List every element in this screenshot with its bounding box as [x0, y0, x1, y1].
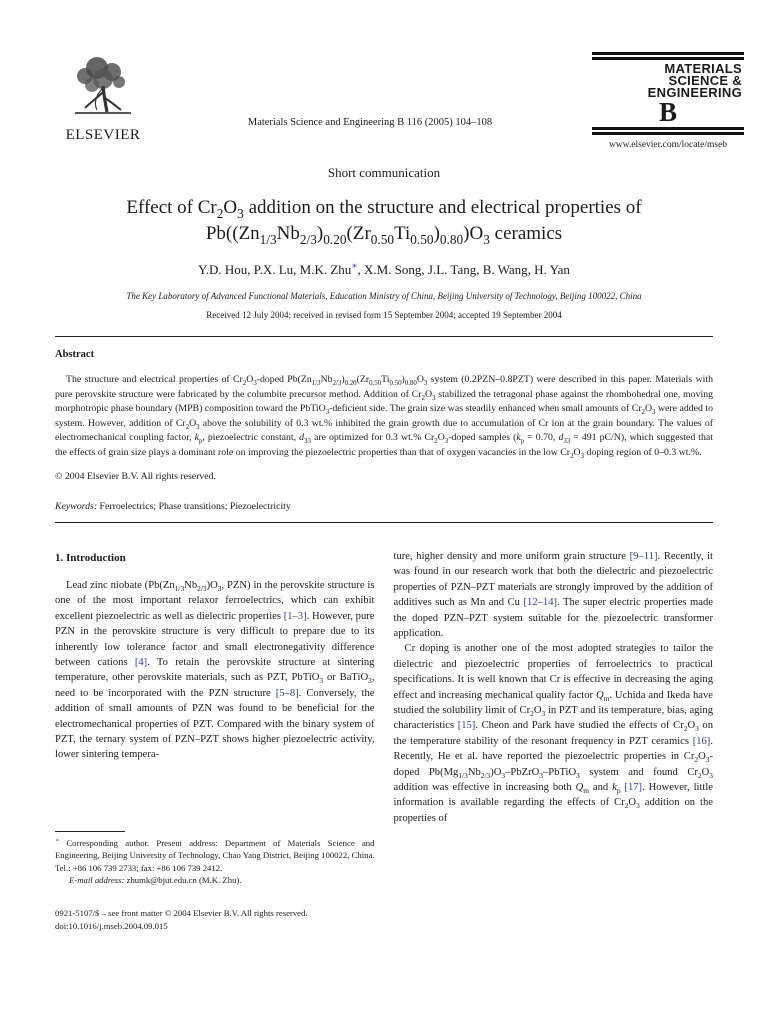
elsevier-tree-icon: [58, 52, 148, 126]
introduction-paragraph-1: Lead zinc niobate ($Pb(Zn_{1/3}Nb_{2/3})O_3$, PZN) in the perovskite structure is one of the most important relaxor ferroelectrics, which can exhibit excellent piezoelectric as well as dielectric properties [1–3]. However, pure PZN in the perovskite structure is very difficult to prepare due to its inherently low tolerance factor and small electronegativity difference between cations [4]. To retain the perovskite structure at sintering temperature, other perovskite materials, such as PZT, PbTiO$_3$ or BaTiO$_3$, need to be incorporated with the PZN structure [5–8]. Conversely, the addition of small amounts of PZN was found to be beneficial for the electromechanical properties of PZT. Compared with the binary system of PZT, the ternary system of PZN–PZT shows higher piezoelectric activity, lower sintering tempera-: [55, 579, 375, 761]
abstract-top-rule: [55, 336, 713, 337]
issn-front-matter-line: 0921-5107/$ – see front matter © 2004 Elsevier B.V. All rights reserved.: [55, 907, 308, 918]
right-column: [394, 549, 714, 933]
keywords-label: Keywords:: [55, 500, 98, 512]
journal-logo-top-rules: [592, 52, 744, 60]
introduction-paragraph-2: Cr doping is another one of the most adopted strategies to tailor the dielectric and piezoelectric properties of ferroelectrics to practical specifications. It is well known that Cr is effective in decreasing the aging effect and increasing mechanical quality factor $Q_m$. Uchida and Ikeda have studied the solubility limit of $Cr_2O_3$ in PZT and its temperature, bias, aging characteristics [15]. Cheon and Park have studied the effects of $Cr_2O_3$ on the temperature stability of the resonant frequency in PZT ceramics [16]. Recently, He et al. have reported the piezoelectric properties in $Cr_2O_3$-doped $Pb(Mg_{1/3}Nb_{2/3})O_3-PbZrO_3-PbTiO_3$ system and found $Cr_2O_3$ addition was effective in increasing both $Q_m$ and $k_p$ [17]. However, little information is available regarding the effects of $Cr_2O_3$ addition on the properties of: [393, 643, 714, 824]
footnote-rule: [55, 831, 125, 832]
journal-logo-title: [592, 60, 744, 99]
page-header: [58, 52, 744, 148]
journal-logo-line3: ENGINEERING: [647, 85, 742, 100]
keywords-value: Ferroelectrics; Phase transitions; Piezoelectricity: [99, 500, 291, 512]
abstract-bottom-rule: [55, 522, 713, 523]
affiliation-line: The Key Laboratory of Advanced Functional Materials, Education Ministry of China, Beijing University of Technology, Beijing 100022, China: [126, 291, 642, 301]
article-title: Effect of $Cr_2O_3$ addition on the structure and electrical properties of $Pb((Zn_{1/3}Nb_{2/3})_{0.20}(Zr_{0.50}Ti_{0.50})_{0.80})O_3$ ceramics: [126, 197, 642, 247]
journal-logo-letter-b: B: [658, 97, 677, 127]
copyright-line: © 2004 Elsevier B.V. All rights reserved.: [55, 471, 216, 483]
journal-url-link[interactable]: www.elsevier.com/locate/mseb: [608, 140, 728, 150]
page-footer: [55, 907, 375, 933]
introduction-paragraph-1-continued: ture, higher density and more uniform grain structure [9–11]. Recently, it was found in our research work that both the dielectric and piezoelectric properties of PZN–PZT materials are strongly improved by the addition of additives such as Mn and Cu [12–14]. The super electric properties made the doped PZN–PZT system suitable for the piezoelectric transformer application.: [393, 550, 713, 639]
author-list: Y.D. Hou, P.X. Lu, M.K. Zhu∗, X.M. Song, J.L. Tang, B. Wang, H. Yan: [198, 260, 570, 277]
article-history-line: Received 12 July 2004; received in revised form 15 September 2004; accepted 19 September 2004: [206, 310, 562, 320]
journal-citation: Materials Science and Engineering B 116 (2005) 104–108: [247, 117, 493, 128]
elsevier-logo: [58, 52, 148, 148]
journal-logo-bottom-rules: [592, 127, 744, 135]
journal-logo-line1: MATERIALS: [664, 61, 742, 76]
abstract-text: The structure and electrical properties of $Cr_2O_3$-doped $Pb(Zn_{1/3}Nb_{2/3})_{0.20}(Zr_{0.50}Ti_{0.50})_{0.80}O_3$ system (0.2PZN–0.8PZT) were described in this paper. Materials with pure perovskite structure were fabricated by the columbite precursor method. Addition of $Cr_2O_3$ stabilized the tetragonal phase against the rhombohedral one, moving morphotropic phase boundary (MPB) composition toward the PbTiO$_3$-deficient side. The grain size was steadily enhanced when small amounts of $Cr_2O_3$ were added to system. However, addition of $Cr_2O_3$ above the solubility of 0.3 wt.% inhibited the grain growth due to accumulation of Cr ion at the grain boundary. The values of electromechanical coupling factor, $k_p$, piezoelectric constant, $d_{33}$ are optimized for 0.3 wt.% $Cr_2O_3$-doped samples ($k_p = 0.70$, $d_{33} = 491$ pC/N), which suggested that the effects of grain size plays a dominant role on improving the piezoelectric properties than that of oxygen vacancies in the low $Cr_2O_3$ doping region of 0–0.3 wt.%.: [55, 374, 713, 460]
page-body: [55, 336, 713, 933]
article-type-label: Short communication: [327, 165, 441, 180]
keywords-line: [55, 501, 713, 512]
footnote-block: [55, 831, 375, 933]
corresponding-author-note: ∗ Corresponding author. Present address: Department of Materials Science and Engineering, Beijing University of Technology, Chao Yang District, Beijing 100022, China. Tel.: +86 106 739 2733; fax: +86 106 739 2412.: [55, 837, 375, 873]
introduction-heading: 1. Introduction: [55, 551, 126, 564]
elsevier-wordmark: ELSEVIER: [65, 127, 141, 143]
abstract-heading: Abstract: [55, 349, 95, 360]
journal-logo-line2: SCIENCE &: [668, 73, 742, 88]
email-address-note: E-mail address: zhumk@bjut.edu.cn (M.K. Zhu).: [69, 875, 242, 886]
two-column-body: [55, 549, 713, 933]
left-column: [55, 549, 375, 933]
header-citation-wrap: [148, 52, 592, 148]
doi-line: doi:10.1016/j.mseb.2004.09.015: [55, 920, 168, 931]
journal-cover-logo: [592, 52, 744, 148]
